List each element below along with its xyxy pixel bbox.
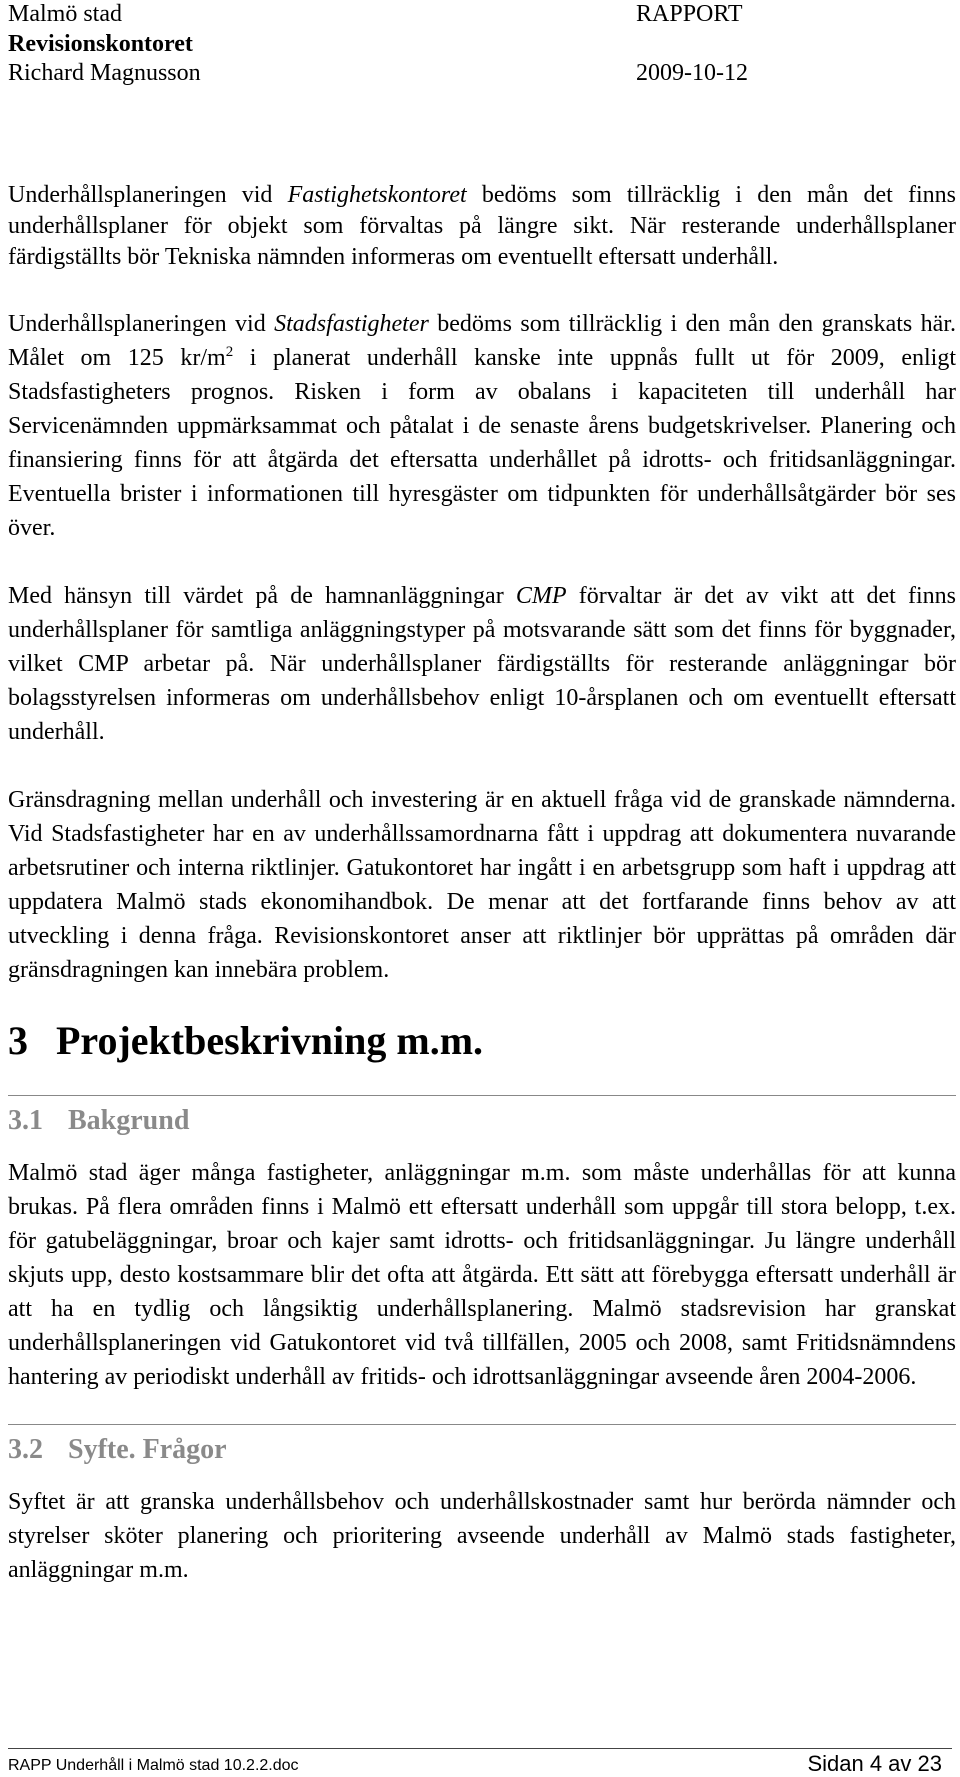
section-divider — [8, 1095, 956, 1096]
text-run: Underhållsplaneringen vid — [8, 182, 288, 208]
header-author: Richard Magnusson — [8, 60, 201, 86]
subsection-title: Bakgrund — [68, 1105, 190, 1136]
text-run: Underhållsplaneringen vid — [8, 311, 275, 337]
page-header — [8, 0, 952, 89]
paragraph-syfte: Syftet är att granska underhållsbehov och underhållskostnader samt hur berörda nämnder och styrelser sköter planering och prioritering avseende underhåll av Malmö stads fastigheter, anläggningar m.m. — [8, 1489, 956, 1583]
subsection-number: 3.2 — [8, 1434, 43, 1465]
header-doc-type: RAPPORT — [636, 1, 743, 27]
header-department: Revisionskontoret — [8, 30, 193, 57]
text-run: bedöms som tillräcklig i den mån den granskats här. Målet om 125 kr/m — [8, 311, 956, 371]
paragraph-gransdragning: Gränsdragning mellan underhåll och investering är en aktuell fråga vid de granskade nämnderna. Vid Stadsfastigheter har en av underhållssamordnarna fått i uppdrag att dokumentera nuvarande arbetsrutiner och interna riktlinjer. Gatukontoret har ingått i en arbetsgrupp som haft i uppdrag att uppdatera Malmö stads ekonomihandbok. De menar att det fortfarande finns behov av att utveckling i denna fråga. Revisionskontoret anser att riktlinjer bör upprättas på områden där gränsdragningen kan innebära problem. — [8, 787, 956, 983]
text-run: bedöms som tillräcklig i den mån det finns underhållsplaner för objekt som förvaltas på längre sikt. När resterande underhållsplaner färdigställts bör Tekniska nämnden informeras om eventuellt eftersatt underhåll. — [8, 182, 956, 270]
document-body — [8, 180, 956, 1587]
paragraph-cmp — [8, 579, 956, 749]
superscript: 2 — [225, 344, 234, 360]
section-number: 3 — [8, 1018, 28, 1063]
emphasis-fastighetskontoret: Fastighetskontoret — [287, 182, 467, 208]
section-title: Projektbeskrivning m.m. — [56, 1018, 484, 1063]
emphasis-cmp: CMP — [515, 583, 567, 609]
text-run: i planerat underhåll kanske inte uppnås fullt ut för 2009, enligt Stadsfastigheters prognos. Risken i form av obalans i kapaciteten till underhåll har Servicenämnden uppmärksammat och påtalat i de senaste årens budgetskrivelser. Planering och finansiering finns för att åtgärda det eftersatta underhållet på idrotts- och fritidsanläggningar. Eventuella brister i informationen till hyresgäster om tidpunkten för underhållsåtgärder bör ses över. — [8, 345, 957, 541]
section-heading-3 — [8, 1017, 956, 1065]
text-run: förvaltar är det av vikt att det finns underhållsplaner för samtliga anläggningstyper på motsvarande sätt som det finns för byggnader, vilket CMP arbetar på. När underhållsplaner färdigställts för resterande anläggningar bör bolagsstyrelsen informeras om underhållsbehov enligt 10-årsplanen och om eventuellt eftersatt underhåll. — [8, 583, 956, 745]
paragraph-bakgrund: Malmö stad äger många fastigheter, anläggningar m.m. som måste underhållas för att kunna brukas. På flera områden finns i Malmö ett eftersatt underhåll som uppgår till stora belopp, t.ex. för gatubeläggningar, broar och kajer samt idrotts- och fritidsanläggningar. Ju längre underhåll skjuts upp, desto kostsammare blir det ofta att åtgärda. Ett sätt att förebygga eftersatt underhåll är att ha en tydlig och långsiktig underhållsplanering. Malmö stadsrevision har granskat underhållsplaneringen vid Gatukontoret vid två tillfällen, 2005 och 2008, samt Fritidsnämndens hantering av periodiskt underhåll av fritids- och idrottsanläggningar avseende åren 2004-2006. — [8, 1160, 956, 1390]
header-org: Malmö stad — [8, 1, 122, 27]
text-run: Med hänsyn till värdet på de hamnanläggningar — [8, 583, 516, 609]
footer-page-number: Sidan 4 av 23 — [807, 1751, 942, 1776]
header-date: 2009-10-12 — [636, 60, 748, 86]
page-footer — [8, 1748, 952, 1775]
emphasis-stadsfastigheter: Stadsfastigheter — [274, 311, 429, 337]
section-divider — [8, 1424, 956, 1425]
paragraph-fastighetskontoret — [8, 180, 956, 273]
subsection-heading-3-1 — [8, 1104, 956, 1138]
subsection-heading-3-2 — [8, 1433, 956, 1467]
footer-filename: RAPP Underhåll i Malmö stad 10.2.2.doc — [8, 1757, 299, 1774]
paragraph-stadsfastigheter — [8, 307, 956, 545]
subsection-number: 3.1 — [8, 1105, 43, 1136]
subsection-title: Syfte. Frågor — [68, 1434, 227, 1465]
